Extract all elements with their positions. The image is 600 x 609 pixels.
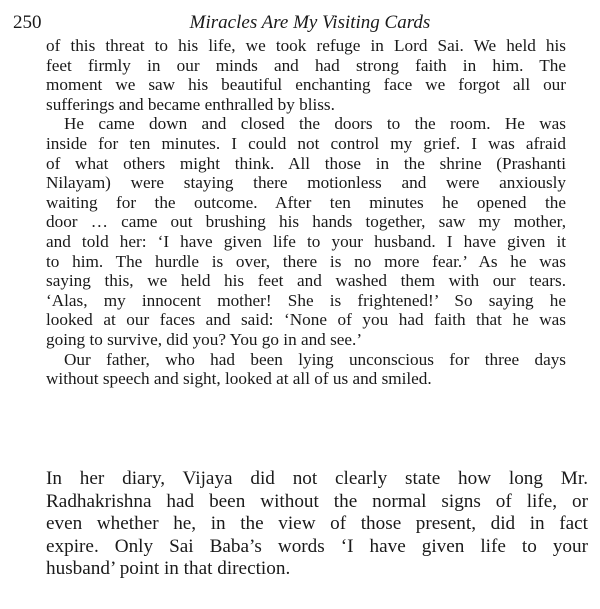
text-line: husband’ point in that direction. <box>46 558 291 580</box>
text-line: going to survive, did you? You go in and see.’ <box>46 329 363 349</box>
text-line: He came down and closed the doors to the room. He was <box>64 114 566 134</box>
text-line: Radhakrishna had been without the normal signs of life, or <box>46 490 588 512</box>
text-line: Our father, who had been lying unconscious for three days <box>64 349 566 369</box>
quoted-diary-text <box>46 36 566 389</box>
text-line: Nilayam) were staying there motionless and were anxiously <box>46 173 566 193</box>
text-line: saying this, we held his feet and washed them with our tears. <box>46 271 566 291</box>
text-line: inside for ten minutes. I could not control my grief. I was afraid <box>46 133 566 153</box>
quote-paragraph-1 <box>46 36 566 114</box>
text-line: In her diary, Vijaya did not clearly state how long Mr. <box>46 468 588 489</box>
running-title: Miracles Are My Visiting Cards <box>189 12 431 33</box>
text-line: sufferings and became enthralled by bliss. <box>46 94 335 114</box>
text-line: without speech and sight, looked at all of us and smiled. <box>46 369 432 389</box>
text-line: and told her: ‘I have given life to your husband. I have given it <box>46 231 566 251</box>
quote-paragraph-3 <box>46 350 566 389</box>
text-line: of what others might think. All those in the shrine (Prashanti <box>46 153 566 173</box>
text-line: looked at our faces and said: ‘None of you had faith that he was <box>46 310 566 330</box>
text-line: waiting for the outcome. After ten minutes he opened the <box>46 192 566 212</box>
text-line: even whether he, in the view of those present, did in fact <box>46 513 588 535</box>
text-line: expire. Only Sai Baba’s words ‘I have given life to your <box>46 535 588 557</box>
text-line: moment we saw his beautiful enchanting face we forgot all our <box>46 75 566 95</box>
text-line: door … came out brushing his hands together, saw my mother, <box>46 212 566 232</box>
text-line: feet firmly in our minds and had strong faith in him. The <box>46 55 566 75</box>
quote-paragraph-2 <box>46 114 566 349</box>
text-line: ‘Alas, my innocent mother! She is frightened!’ So saying he <box>46 290 566 310</box>
commentary-paragraph <box>46 468 588 581</box>
text-line: of this threat to his life, we took refuge in Lord Sai. We held his <box>46 36 566 55</box>
text-line: to him. The hurdle is over, there is no more fear.’ As he was <box>46 251 566 271</box>
page-number: 250 <box>13 12 42 33</box>
